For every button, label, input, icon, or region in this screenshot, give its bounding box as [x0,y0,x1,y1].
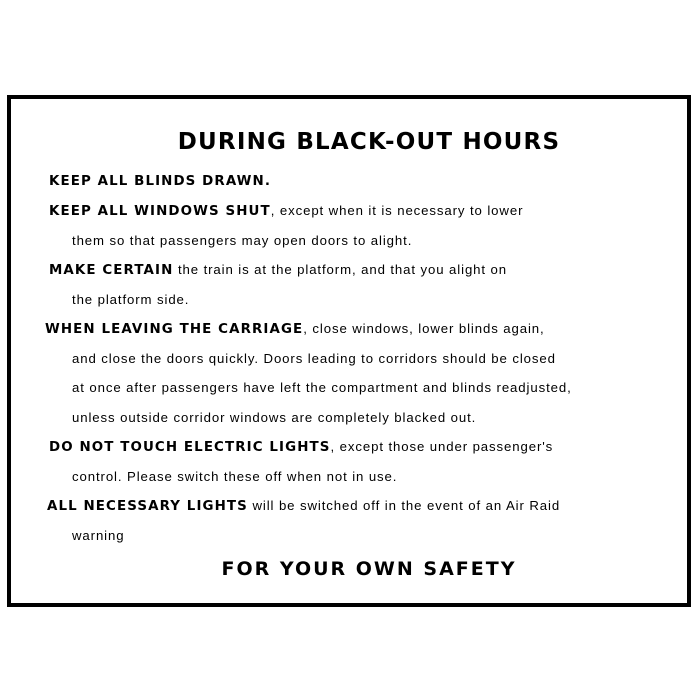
rule-lead: MAKE CERTAIN [49,263,174,278]
rule-text: will be switched off in the event of an Air Raid [247,498,561,513]
notice-footer: FOR YOUR OWN SAFETY [221,558,517,580]
notice-title: DURING BLACK-OUT HOURS [177,129,561,155]
rule-continuation: at once after passengers have left the compartment and blinds readjusted, [72,380,572,395]
rule-text: , close windows, lower blinds again, [303,321,545,336]
rule-continuation: control. Please switch these off when not in use. [72,469,398,484]
rule-lead: DO NOT TOUCH ELECTRIC LIGHTS [49,440,331,455]
rule-continuation: and close the doors quickly. Doors leading to corridors should be closed [72,351,556,366]
rule-keep-blinds-drawn [49,173,271,189]
rule-make-certain [49,262,507,278]
rule-text: the train is at the platform, and that you alight on [173,262,508,277]
rule-text: , except when it is necessary to lower [270,203,524,218]
rule-all-necessary-lights [47,498,560,514]
rule-keep-windows-shut [49,203,523,219]
rule-when-leaving-carriage [45,321,545,337]
rule-continuation: the platform side. [72,292,190,307]
rule-continuation: unless outside corridor windows are completely blacked out. [72,410,477,425]
rule-continuation: them so that passengers may open doors to alight. [72,233,413,248]
rule-lead: KEEP ALL WINDOWS SHUT [49,204,271,219]
rule-continuation: warning [72,528,125,543]
blackout-notice [7,95,691,607]
rule-lead: ALL NECESSARY LIGHTS [47,499,248,514]
rule-lead: WHEN LEAVING THE CARRIAGE [45,322,304,337]
rule-do-not-touch-lights [49,439,553,455]
rule-lead: KEEP ALL BLINDS DRAWN. [49,174,272,189]
rule-text: , except those under passenger's [330,439,554,454]
